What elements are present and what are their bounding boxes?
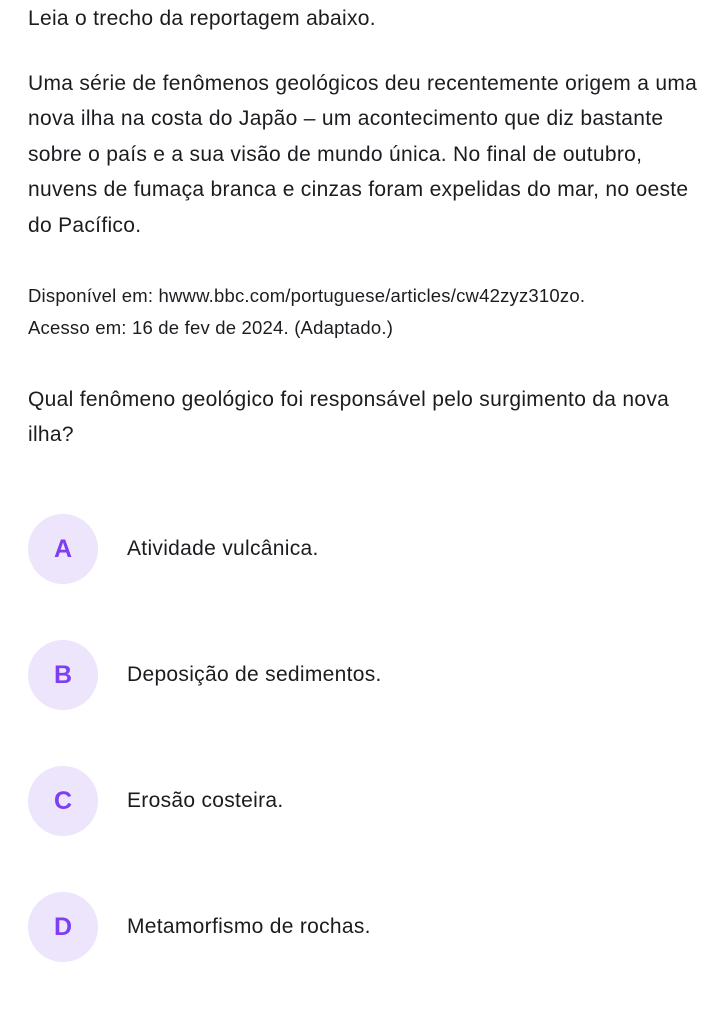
option-c[interactable] — [28, 766, 700, 836]
option-a-text: Atividade vulcânica. — [127, 537, 319, 560]
option-c-badge: C — [28, 766, 98, 836]
option-b-badge: B — [28, 640, 98, 710]
source-line-1: Disponível em: hwww.bbc.com/portuguese/articles/cw42zyz310zo. — [28, 285, 586, 307]
option-d[interactable] — [28, 892, 700, 962]
option-c-text: Erosão costeira. — [127, 789, 284, 812]
option-a-badge: A — [28, 514, 98, 584]
option-a[interactable] — [28, 514, 700, 584]
question-content — [28, 0, 700, 453]
instruction-text: Leia o trecho da reportagem abaixo. — [28, 7, 376, 30]
source-line-2: Acesso em: 16 de fev de 2024. (Adaptado.) — [28, 317, 394, 339]
source-citation — [28, 280, 700, 344]
passage-text: Uma série de fenômenos geológicos deu recentemente origem a uma nova ilha na costa do Japão – um acontecimento que diz bastante sobre o país e a sua visão de mundo única. No final de outubro, nuvens de fumaça branca e cinzas foram expelidas do mar, no oeste do Pacífico. — [28, 72, 698, 237]
question-text: Qual fenômeno geológico foi responsável pelo surgimento da nova ilha? — [28, 388, 670, 447]
option-d-text: Metamorfismo de rochas. — [127, 915, 371, 938]
option-b-text: Deposição de sedimentos. — [127, 663, 382, 686]
option-b[interactable] — [28, 640, 700, 710]
option-d-badge: D — [28, 892, 98, 962]
answer-options — [28, 514, 700, 1018]
